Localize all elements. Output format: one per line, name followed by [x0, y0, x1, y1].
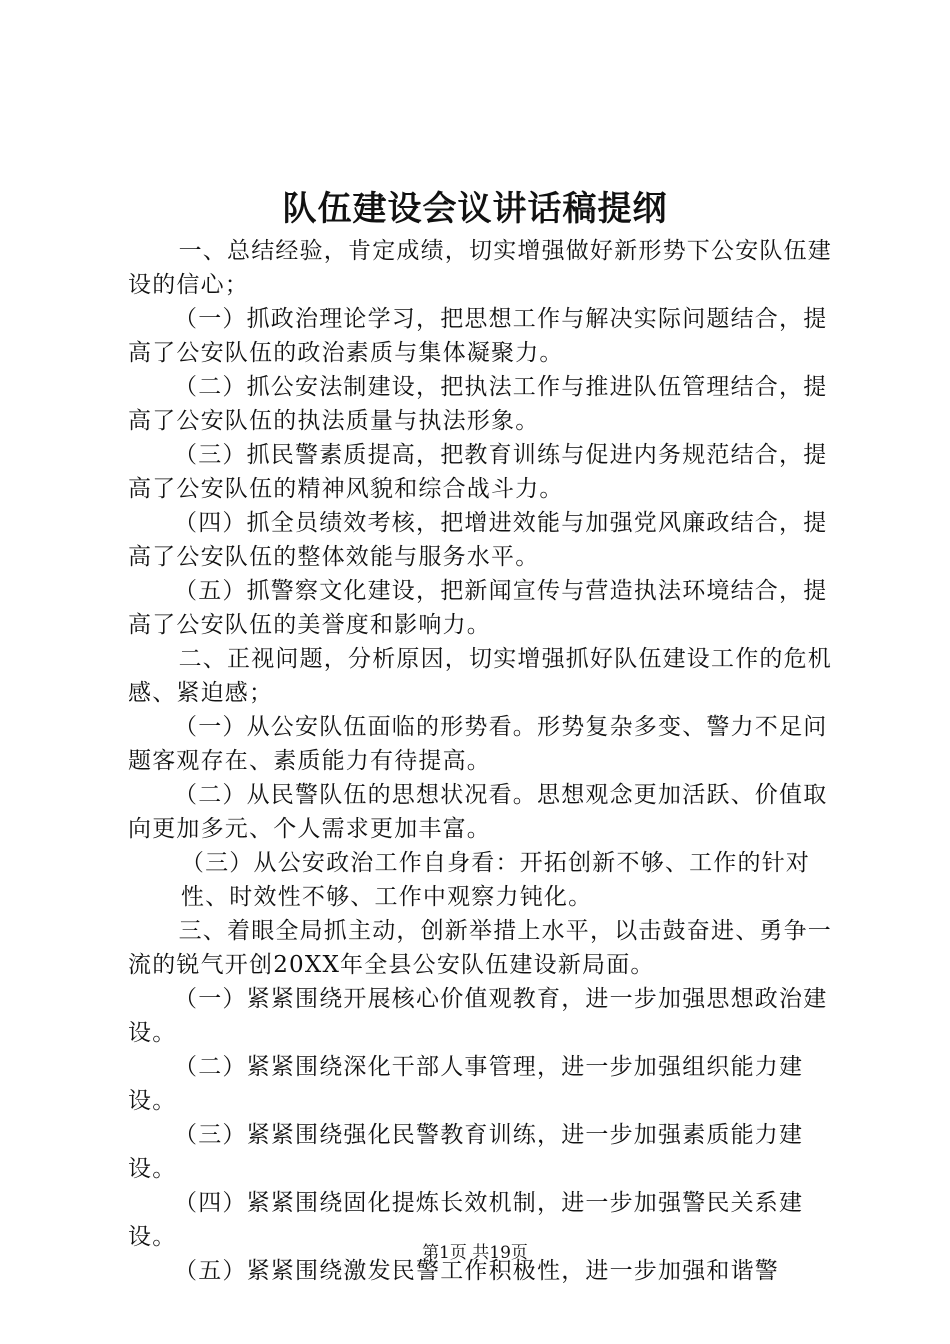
document-title: 队伍建设会议讲话稿提纲: [282, 189, 668, 229]
section-2-item-2: （二）从民警队伍的思想状况看。思想观念更加活跃、价值取向更加多元、个人需求更加丰富。: [128, 782, 828, 842]
page-indicator: 第1页 共19页: [422, 1243, 528, 1263]
section-heading-2: 二、正视问题，分析原因，切实增强抓好队伍建设工作的危机感、紧迫感；: [128, 646, 832, 706]
section-1-item-5: （五）抓警察文化建设，把新闻宣传与营造执法环境结合，提高了公安队伍的美誉度和影响力。: [128, 578, 828, 638]
section-2-item-3: （三）从公安政治工作自身看：开拓创新不够、工作的针对性、时效性不够、工作中观察力钝化。: [180, 850, 811, 910]
section-3-item-3: （三）紧紧围绕强化民警教育训练，进一步加强素质能力建设。: [128, 1122, 804, 1182]
section-heading-1: 一、总结经验，肯定成绩，切实增强做好新形势下公安队伍建设的信心；: [128, 238, 832, 298]
document-body: [128, 234, 842, 1288]
section-heading-3: 三、着眼全局抓主动，创新举措上水平，以击鼓奋进、勇争一流的锐气开创20XX年全县公安队伍建设新局面。: [128, 918, 832, 978]
section-3-item-4: （四）紧紧围绕固化提炼长效机制，进一步加强警民关系建设。: [128, 1190, 804, 1250]
section-1-item-3: （三）抓民警素质提高，把教育训练与促进内务规范结合，提高了公安队伍的精神风貌和综合战斗力。: [128, 442, 828, 502]
section-1-item-4: （四）抓全员绩效考核，把增进效能与加强党风廉政结合，提高了公安队伍的整体效能与服务水平。: [128, 510, 828, 570]
section-1-item-2: （二）抓公安法制建设，把执法工作与推进队伍管理结合，提高了公安队伍的执法质量与执法形象。: [128, 374, 828, 434]
section-1-item-1: （一）抓政治理论学习，把思想工作与解决实际问题结合，提高了公安队伍的政治素质与集体凝聚力。: [128, 306, 828, 366]
section-3-item-5: （五）紧紧围绕激发民警工作积极性，进一步加强和谐警: [174, 1258, 779, 1284]
section-2-item-1: （一）从公安队伍面临的形势看。形势复杂多变、警力不足问题客观存在、素质能力有待提高。: [128, 714, 828, 774]
section-3-item-1: （一）紧紧围绕开展核心价值观教育，进一步加强思想政治建设。: [128, 986, 828, 1046]
section-3-item-2: （二）紧紧围绕深化干部人事管理，进一步加强组织能力建设。: [128, 1054, 804, 1114]
